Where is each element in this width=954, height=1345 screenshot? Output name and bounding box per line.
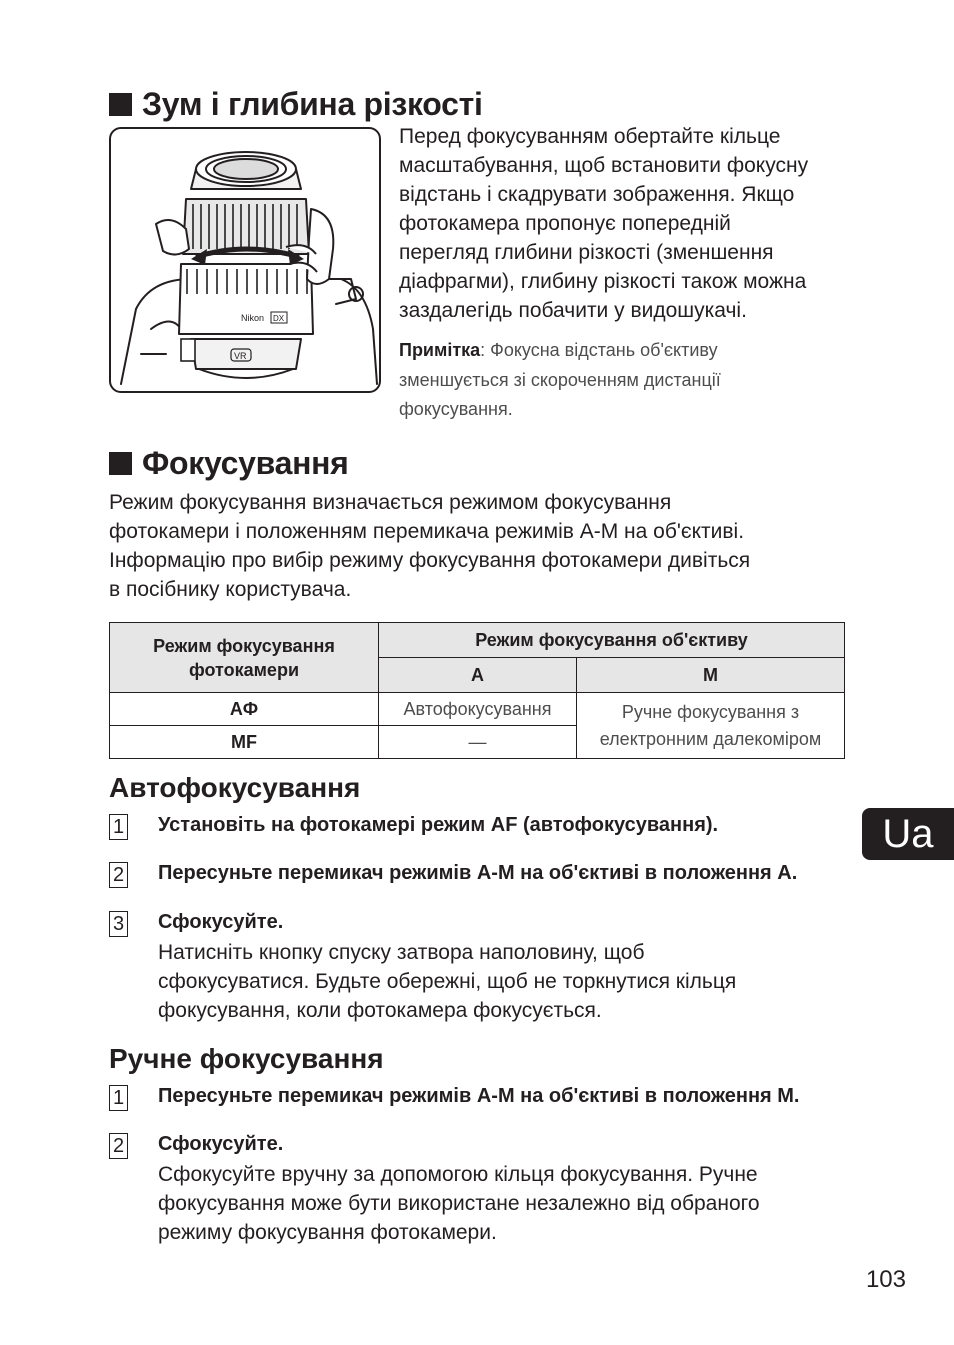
- note-label: Примітка: [399, 340, 481, 360]
- text-line: перегляд глибини різкості (зменшення: [399, 241, 774, 264]
- step-title: Пересуньте перемикач режимів A-M на об'єктиві в положення A.: [158, 862, 798, 884]
- step-number: 2: [109, 862, 128, 888]
- camera-mode-header: [110, 623, 379, 693]
- lens-illustration: [109, 127, 381, 393]
- zoom-heading-text: Зум і глибина різкості: [142, 85, 483, 122]
- col-m-header: M: [577, 658, 845, 693]
- m-value-line: електронним далекоміром: [599, 728, 822, 749]
- note-line: зменшується зі скороченням дистанції: [399, 369, 721, 390]
- heading-square-icon: [109, 452, 132, 475]
- step-number: 2: [109, 1133, 128, 1159]
- text-line: заздалегідь побачити у видошукачі.: [399, 299, 747, 322]
- text-line: фокусування, коли фотокамера фокусується.: [158, 999, 602, 1022]
- heading-square-icon: [109, 93, 132, 116]
- text-line: масштабування, щоб встановити фокусну: [399, 154, 809, 177]
- step-title: Сфокусуйте.: [158, 1133, 284, 1155]
- text-line: фотокамера пропонує попередній: [399, 212, 731, 235]
- focus-mode-table: [109, 622, 845, 759]
- step-number: 1: [109, 814, 128, 840]
- lens-vr-label: VR: [234, 351, 247, 361]
- m-value-cell: [577, 693, 845, 759]
- step-title: Установіть на фотокамері режим AF (автофокусування).: [158, 814, 719, 836]
- lens-mode-header: Режим фокусування об'єктиву: [379, 623, 845, 658]
- header-line: фотокамери: [188, 659, 300, 680]
- autofocus-heading: Автофокусування: [109, 772, 361, 803]
- zoom-heading: [109, 84, 483, 124]
- note-line: : Фокусна відстань об'єктиву: [480, 340, 718, 360]
- col-a-header: A: [379, 658, 577, 693]
- table-row: [110, 693, 845, 726]
- text-line: Натисніть кнопку спуску затвора наполовину, щоб: [158, 941, 645, 964]
- step-number: 3: [109, 911, 128, 937]
- focus-heading: [109, 443, 349, 483]
- lens-zoom-icon: [111, 129, 379, 391]
- zoom-note: [399, 336, 849, 425]
- text-line: діафрагми), глибину різкості також можна: [399, 270, 807, 293]
- text-line: Інформацію про вибір режиму фокусування фотокамери дивіться: [109, 549, 751, 572]
- text-line: сфокусуватися. Будьте обережні, щоб не торкнутися кільця: [158, 970, 737, 993]
- focus-heading-text: Фокусування: [142, 444, 349, 481]
- text-line: Сфокусуйте вручну за допомогою кільця фокусування. Ручне: [158, 1163, 758, 1186]
- text-line: фотокамери і положенням перемикача режимів A-M на об'єктиві.: [109, 520, 745, 543]
- step-title: Сфокусуйте.: [158, 911, 284, 933]
- lens-brand-label: Nikon: [241, 313, 265, 323]
- a-value-cell: Автофокусування: [379, 693, 577, 726]
- step-text: [158, 938, 878, 1025]
- mf-step-2: [109, 1133, 869, 1253]
- text-line: фокусування може бути використане незалежно від обраного: [158, 1192, 760, 1215]
- step-title: Пересуньте перемикач режимів A-M на об'єктиві в положення M.: [158, 1085, 800, 1107]
- manual-focus-heading: Ручне фокусування: [109, 1043, 384, 1074]
- text-line: Режим фокусування визначається режимом фокусування: [109, 491, 672, 514]
- text-line: режиму фокусування фотокамери.: [158, 1221, 497, 1244]
- text-line: в посібнику користувача.: [109, 578, 352, 601]
- text-line: Перед фокусуванням обертайте кільце: [399, 125, 781, 148]
- language-tab: Ua: [862, 808, 954, 860]
- lens-dx-label: DX: [273, 314, 285, 323]
- m-value-line: Ручне фокусування з: [621, 701, 800, 722]
- header-line: Режим фокусування: [153, 635, 335, 656]
- mode-cell: MF: [110, 726, 379, 759]
- page-number: 103: [865, 1266, 906, 1293]
- a-value-cell: —: [379, 726, 577, 759]
- af-step-3: [109, 911, 869, 1031]
- mode-cell: AФ: [110, 693, 379, 726]
- text-line: відстань і скадрувати зображення. Якщо: [399, 183, 795, 206]
- focus-description: [109, 488, 869, 604]
- step-text: [158, 1160, 878, 1247]
- zoom-description: [399, 122, 854, 325]
- note-line: фокусування.: [399, 399, 513, 419]
- step-number: 1: [109, 1085, 128, 1111]
